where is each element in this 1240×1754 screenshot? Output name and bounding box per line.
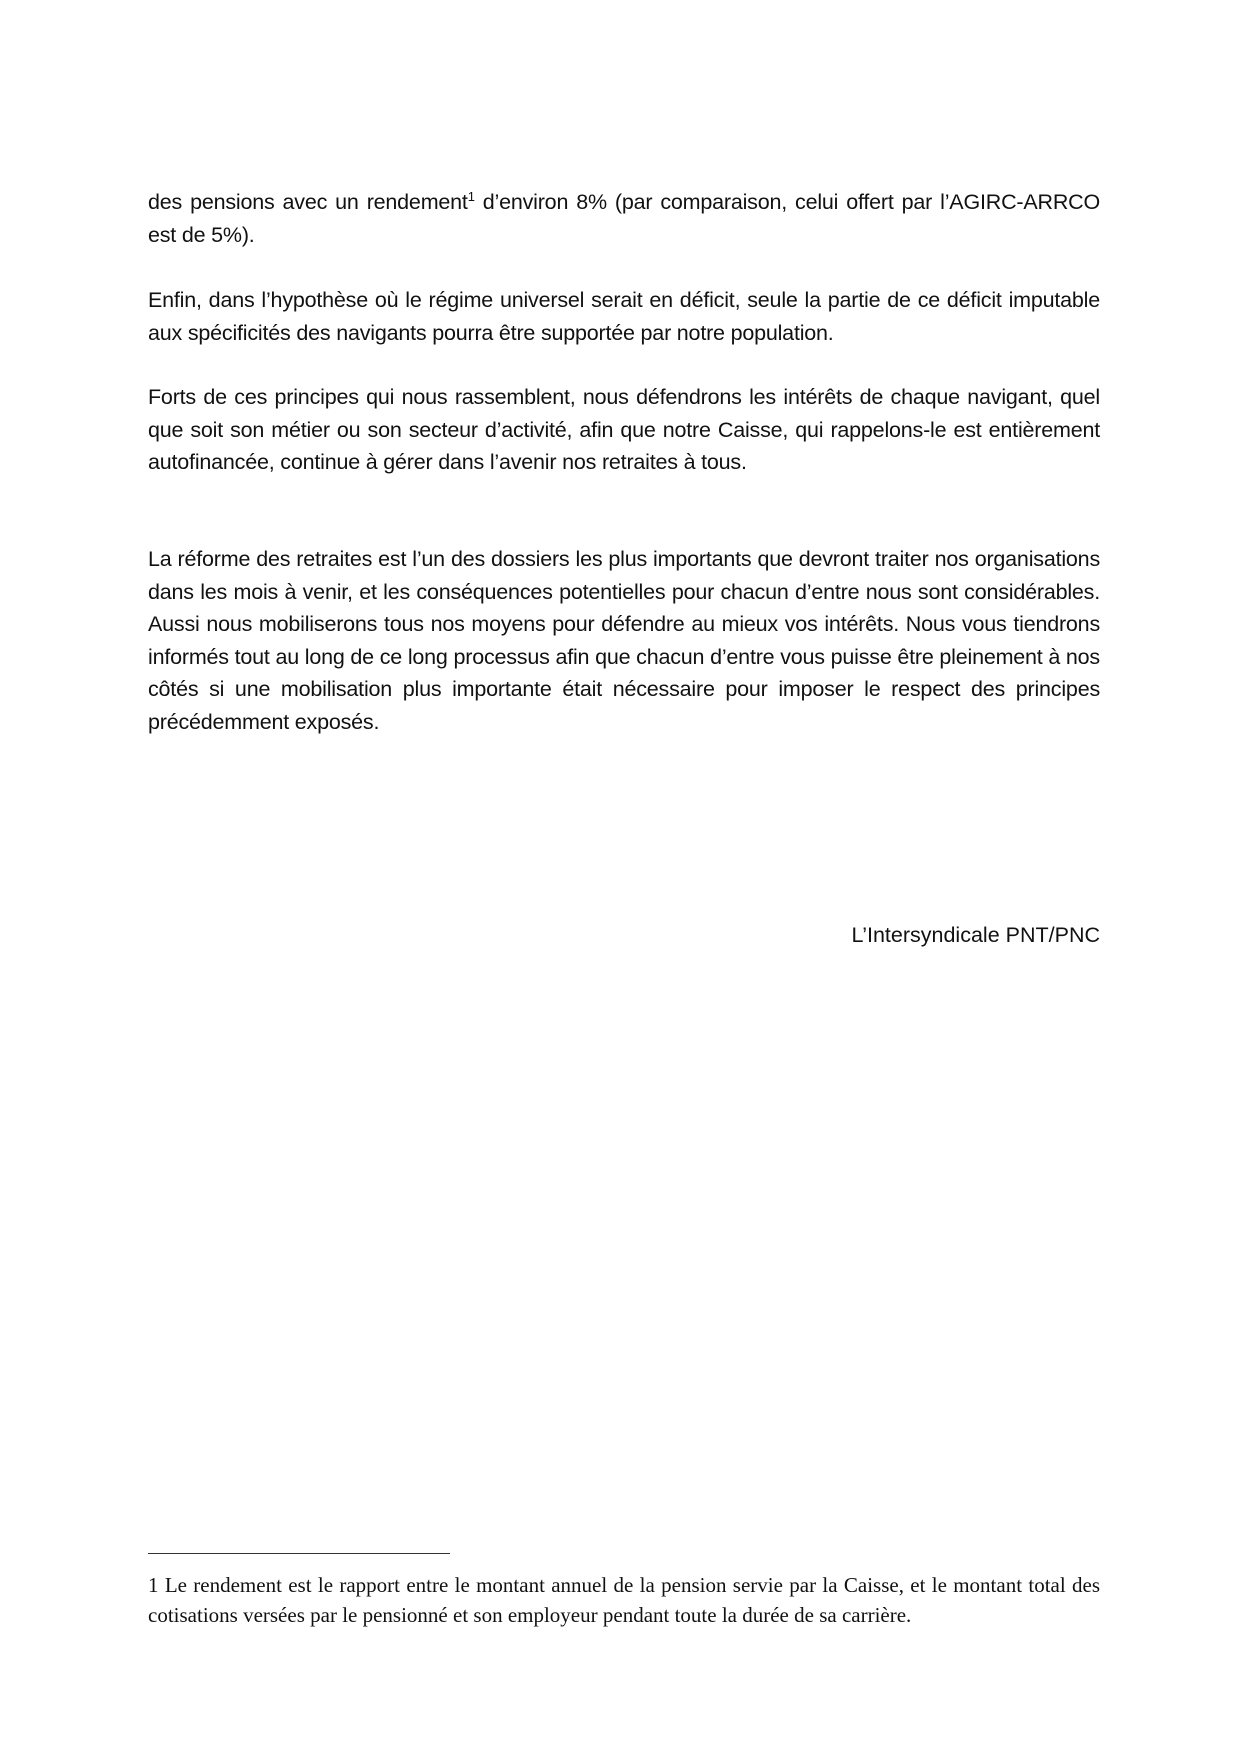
paragraph-text: Enfin, dans l’hypothèse où le régime universel serait en déficit, seule la partie de ce déficit imputable aux spécificités des navigants pourra être supportée par notre population. — [148, 288, 1100, 345]
paragraph-text: Forts de ces principes qui nous rassemblent, nous défendrons les intérêts de chaque navigant, quel que soit son métier ou son secteur d’activité, afin que notre Caisse, qui rappelons-le est entièrement autofinancée, continue à gérer dans l’avenir nos retraites à tous. — [148, 385, 1100, 474]
footnote-body: Le rendement est le rapport entre le montant annuel de la pension servie par la Caisse, et le montant total des cotisations versées par le pensionné et son employeur pendant toute la durée de sa carrière. — [148, 1573, 1100, 1627]
paragraph-principles — [148, 381, 1100, 479]
paragraph-text: La réforme des retraites est l’un des dossiers les plus importants que devront traiter nos organisations dans les mois à venir, et les conséquences potentielles pour chacun d’entre nous sont considérables. Aussi nous mobiliserons tous nos moyens pour défendre au mieux vos intérêts. Nous vous tiendrons informés tout au long de ce long processus afin que chacun d’entre vous puisse être pleinement à nos côtés si une mobilisation plus importante était nécessaire pour imposer le respect des principes précédemment exposés. — [148, 547, 1100, 734]
footnote-reference[interactable]: 1 — [467, 188, 475, 204]
footnote-text — [148, 1570, 1100, 1630]
footnote-separator — [148, 1553, 450, 1554]
paragraph-text-before-ref: des pensions avec un rendement — [148, 190, 468, 214]
paragraph-reform — [148, 543, 1100, 738]
footnote-number: 1 — [148, 1573, 159, 1597]
paragraph-text — [148, 186, 1100, 251]
paragraph-deficit — [148, 284, 1100, 349]
paragraph-text-after-ref: d’environ 8% (par comparaison, celui offert par l’AGIRC-ARRCO est de 5%). — [148, 190, 1100, 247]
paragraph-pension-yield — [148, 186, 1100, 251]
footnote — [148, 1570, 1100, 1630]
signature: L’Intersyndicale PNT/PNC — [851, 923, 1100, 947]
